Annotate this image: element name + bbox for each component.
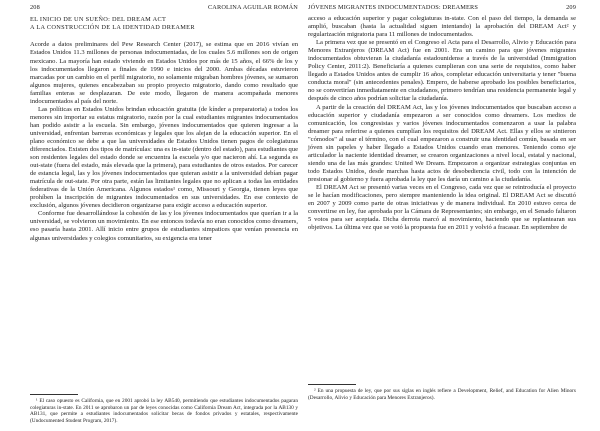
left-page-header <box>30 4 298 13</box>
left-page-body <box>30 16 298 243</box>
paragraph: A partir de la creación del DREAM Act, las y los jóvenes indocumentados que buscaban acceso a educación superior y ciudadanía empezaron a ser conocidos como dreamers. Los medios de comunicación, los congresistas y varios jóvenes indocumentados comenzaron a usar la palabra dreamer para referirse a quienes cumplían los requisitos del DREAM Act. Ellas y ellos se sintieron "cómodos" al usar el término, con el cual empezaron a construir una identidad común, basada en ser jóven sin papeles y haber llegado a Estados Unidos cuando eran menores. Teniendo como eje articulador la naciente identidad dreamer, se crearon organizaciones a nivel local, estatal y nacional, siendo una de las más grandes: United We Dream. Empezaron a organizar estrategias conjuntas en todo Estados Unidos, desde marchas hasta actos de desobediencia civil, todo con la intención de presionar al gobierno y fuera aprobada la ley que les daría un camino a la ciudadanía. <box>308 103 576 183</box>
page-number: 208 <box>30 4 40 11</box>
footnote-rule <box>308 384 356 385</box>
running-head: JÓVENES MIGRANTES INDOCUMENTADOS: DREAMERS <box>308 4 479 11</box>
right-page-header <box>308 4 576 13</box>
right-page-body <box>308 15 576 232</box>
paragraph: Acorde a datos preliminares del Pew Research Center (2017), se estima que en 2016 vivían en Estados Unidos 11.3 millones de personas indocumentadas, de los cuales 5.6 millones son de origen mexicano. La mayoría han estado viviendo en Estados Unidos por más de 15 años, el 66% de los y los indocumentados llegaron a finales de 1990 e inicios del 2000. Ambas décadas estuvieron marcadas por un cambio en el perfil migratorio, no solamente migraban hombres jóvenes, se sumaron algunos mujeres, quienes encabezaban su propio proyecto migratorio, dando como resultado que familias enteras se desplazaran. De este modo, llegaron de manera acompañada menores indocumentados al país del norte. <box>30 41 298 105</box>
footnote: ² En una propuesta de ley, que por sus siglas en inglés refiere a Development, Relief, and Education for Alien Minors (Desarrollo, Alivio y Educación para Menores Extranjeros). <box>308 388 576 401</box>
paragraph: Conforme fue desarrollándose la cohesión de las y los jóvenes indocumentados que querían ir a la universidad, se volvieron un movimiento. En ese entonces todavía no eran conocidos como dreamers, eso pasaría hasta 2001. Allí inicio entre grupos de estudiantes simpatices que venían presencia en algunas universidades y colegios comunitarios, su exigencia era tener <box>30 210 298 242</box>
page-number: 209 <box>566 4 576 11</box>
paragraph: acceso a educación superior y pagar colegiaturas in-state. Con el paso del tiempo, la demanda se amplió, buscaban (hasta la actualidad siguen intentando) la aprobación del DREAM Act² y regularización migratoria para 11 millones de indocumentados. <box>308 15 576 39</box>
section-title-line1: EL INICIO DE UN SUEÑO: DEL DREAM ACT <box>30 16 167 23</box>
footnote-area <box>308 380 576 401</box>
paragraph: La primera vez que se presentó en el Congreso el Acta para el Desarrollo, Alivio y Educación para Menores Extranjeros (DREAM Act) fue en 2001. Era un camino para que jóvenes migrantes indocumentados obtuvieran la ciudadanía estadounidense a través de la universidad (Immigration Policy Center, 2011:2). Beneficiaría a quienes cumplieran con una serie de requisitos, como haber llegado a Estados Unidos antes de cumplir 16 años, completar educación universitaria y tener "buena conducta moral" (sin antecedentes penales). Empero, de haberse aprobado los posibles beneficiarios, no se convertirían inmediatamente en ciudadanos, primero tendrían una residencia permanente legal y después de cinco años podrían solicitar la ciudadanía. <box>308 39 576 103</box>
paragraph: Las políticas en Estados Unidos brindan educación gratuita (de kínder a preparatoria) a todos los menores sin importar su estatus migratorio, razón por la cual estudiantes migrantes indocumentados han podido asistir a la escuela. Sin embargo, jóvenes indocumentados que quieren ingresar a la universidad, enfrentan barreras económicas y legales que los alejan de la educación superior. En el plano económico se debe a que las universidades de Estados Unidos tienen pagos de colegiaturas diferenciados. Existen dos tipos de matrículas: una es in-state (dentro del estado), para estudiantes que son residentes legales del estado donde se encuentra la escuela y/o que nacieron ahí. La segunda es out-state (fuera del estado, más elevada que la primera), para estudiantes de otros estados. Por carecer de estancia legal, las y los jóvenes indocumentados que quieran asistir a la universidad debían pagar matrícula de out-state. Por otra parte, están las limitantes legales que no aplican a todas las entidades federativas de la Unión Americana. Algunos estados¹ como, Missouri y Georgia, tienen leyes que prohíben la inscripción de migrantes indocumentados en sus universidades. En ese contexto de exclusión, algunos jóvenes decidieron organizarse para exigir acceso a educación superior. <box>30 105 298 210</box>
section-title <box>30 16 298 32</box>
footnote-rule <box>30 394 78 395</box>
footnote-area <box>30 390 298 424</box>
paragraph: El DREAM Act se presentó varias veces en el Congreso, cada vez que se reintroducía el proyecto se le hacían modificaciones, pero siempre manteniendo la idea original. El DREAM Act se discutió en 2007 y 2009 como parte de otras iniciativas y de manera individual. En 2010 estuvo cerca de convertirse en ley, fue aprobada por la Cámara de Representantes; sin embargo, en el Senado faltaron 5 votos para ser aceptada. Dicha derrota marcó al movimiento, haciendo que se replantearan sus objetivos. La última vez que se votó la propuesta fue en 2011 y volvió a fracasar. En septiembre de <box>308 183 576 232</box>
running-head: CAROLINA AGUILAR ROMÁN <box>207 4 298 11</box>
section-title-line2: A LA CONSTRUCCIÓN DE LA IDENTIDAD DREAMER <box>30 24 195 32</box>
footnote: ¹ El caso opuesto es California, que en 2001 aprobó la ley AB540, permitiendo que estudiantes indocumentados pagaran colegiaturas in-state. En 2011 se aprobaron un par de leyes conocidas como California Dream Act, integrada por la AB130 y AB131, que permite a estudiantes indocumentados solicitar becas de fondos privados y estatales, respectivamente (Undocumented Student Program, 2017). <box>30 398 298 424</box>
